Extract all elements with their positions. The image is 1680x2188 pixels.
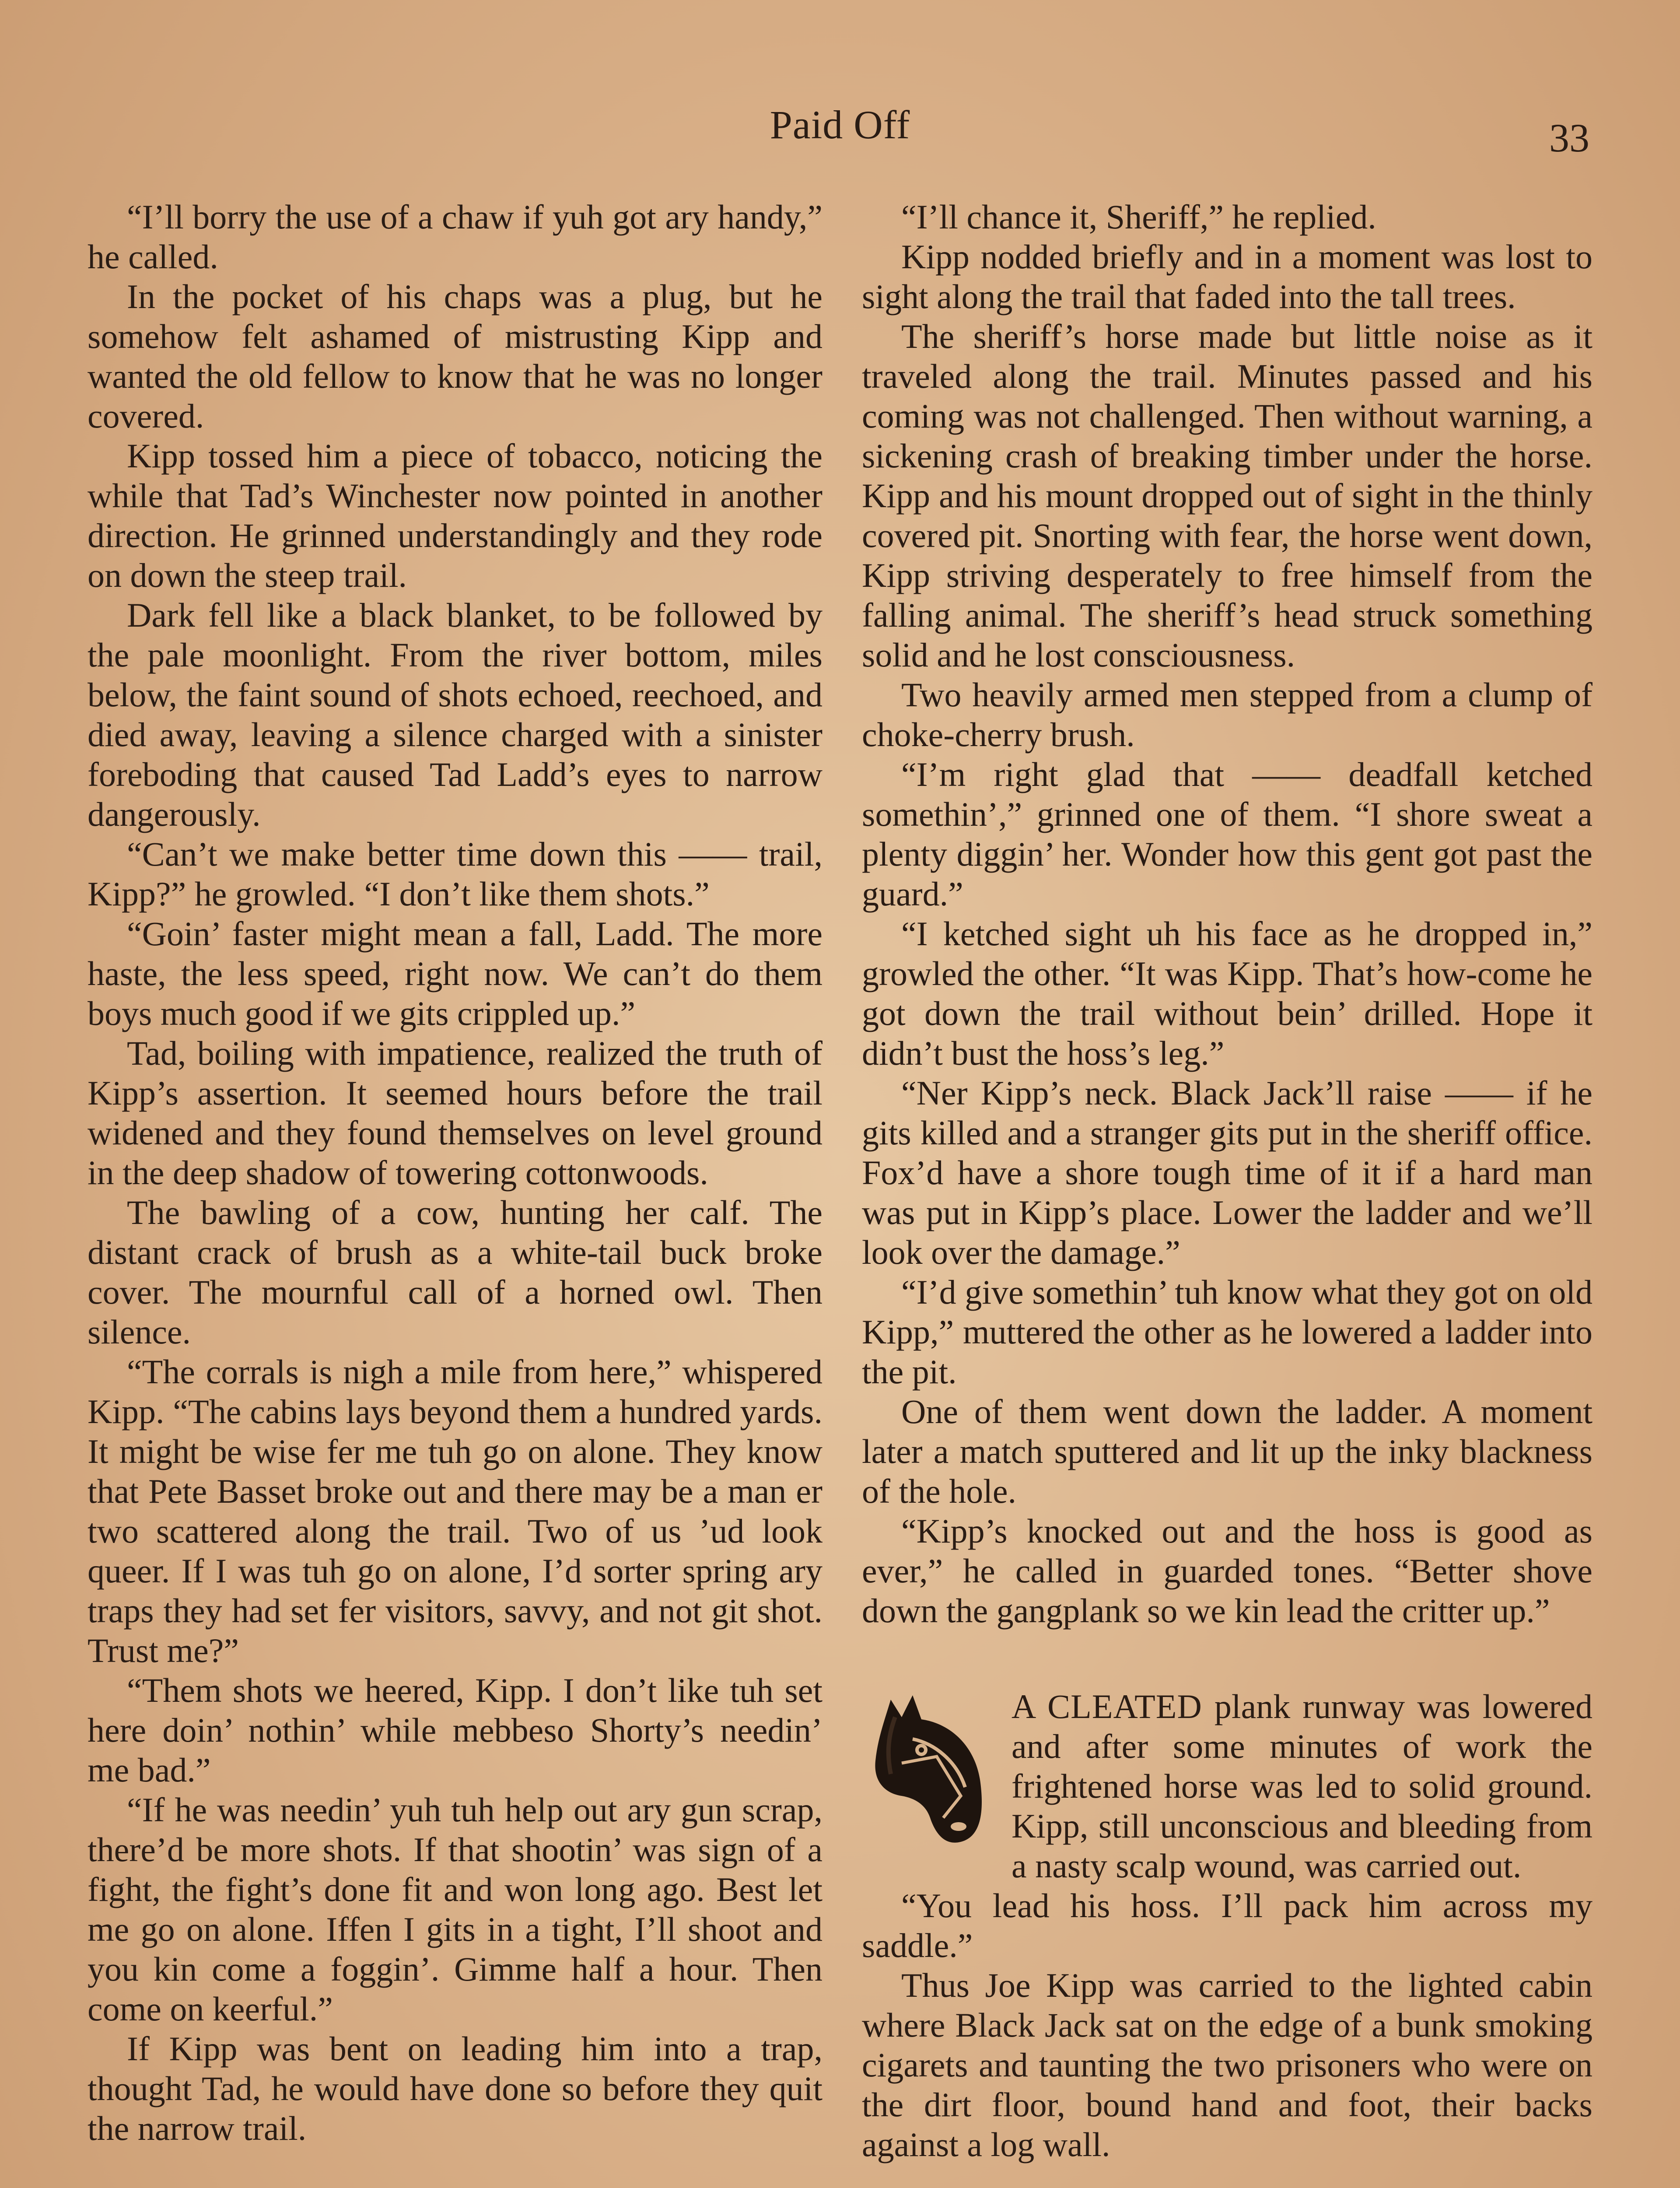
paragraph: The bawling of a cow, hunting her calf. The distant crack of brush as a white-tail buck broke cover. The mournful call of a horned owl. Then silence. (88, 1193, 822, 1351)
horse-head-icon (860, 1687, 1000, 1848)
paragraph: The sheriff’s horse made but little noise as it traveled along the trail. Minutes passed and his coming was not challenged. Then without warning, a sickening crash of breaking timber under the horse. Kipp and his mount dropped out of sight in the thinly covered pit. Snorting with fear, the horse went down, Kipp striving desperately to free himself from the falling animal. The sheriff’s head struck something solid and he lost consciousness. (862, 317, 1592, 674)
paragraph: Kipp tossed him a piece of tobacco, noticing the while that Tad’s Winchester now pointed in another direction. He grinned understandingly and they rode on down the steep trail. (88, 437, 822, 594)
paragraph: One of them went down the ladder. A moment later a match sputtered and lit up the inky blackness of the hole. (862, 1392, 1592, 1510)
paragraph: “I’ll chance it, Sheriff,” he replied. (901, 198, 1376, 236)
paragraph: If Kipp was bent on leading him into a trap, thought Tad, he would have done so before they quit the narrow trail. (88, 2030, 822, 2147)
paragraph: “I’m right glad that —— deadfall ketched somethin’,” grinned one of them. “I shore sweat a plenty diggin’ her. Wonder how this gent got past the guard.” (862, 755, 1592, 913)
paragraph: “If he was needin’ yuh tuh help out ary gun scrap, there’d be more shots. If that shootin’ was sign of a fight, the fight’s done fit and won long ago. Best let me go on alone. Iffen I gits in a tight, I’ll shoot and you kin come a foggin’. Gimme half a hour. Then come on keerful.” (88, 1791, 822, 2028)
paragraph: “Them shots we heered, Kipp. I don’t like tuh set here doin’ nothin’ while mebbeso Shorty’s needin’ me bad.” (88, 1671, 822, 1789)
section-lead-words: A CLEATED (1012, 1687, 1202, 1725)
right-column (862, 197, 1592, 2164)
left-column (88, 197, 822, 2148)
paragraph: Two heavily armed men stepped from a clump of choke-cherry brush. (862, 676, 1592, 754)
page-title: Paid Off (770, 102, 910, 147)
paragraph: “Goin’ faster might mean a fall, Ladd. The more haste, the less speed, right now. We can’t do them boys much good if we gits crippled up.” (88, 915, 822, 1032)
paragraph: In the pocket of his chaps was a plug, but he somehow felt ashamed of mistrusting Kipp and wanted the old fellow to know that he was no longer covered. (88, 277, 822, 435)
page-number: 33 (1549, 116, 1589, 160)
section-lead-rest: plank runway was lowered and after some minutes of work the frightened horse was led to solid ground. Kipp, still unconscious and bleeding from a nasty scalp wound, was carried out. (1012, 1687, 1593, 1885)
paragraph: “I ketched sight uh his face as he dropped in,” growled the other. “It was Kipp. That’s how-come he got down the trail without bein’ drilled. Hope it didn’t bust the hoss’s leg.” (862, 915, 1592, 1072)
paragraph: “Ner Kipp’s neck. Black Jack’ll raise —— if he gits killed and a stranger gits put in the sheriff office. Fox’d have a shore tough time of it if a hard man was put in Kipp’s place. Lower the ladder and we’ll look over the damage.” (862, 1074, 1592, 1271)
paragraph: “Can’t we make better time down this —— trail, Kipp?” he growled. “I don’t like them shots.” (88, 835, 822, 913)
paragraph: “The corrals is nigh a mile from here,” whispered Kipp. “The cabins lays beyond them a hundred yards. It might be wise fer me tuh go on alone. They know that Pete Basset broke out and there may be a man er two scattered along the trail. Two of us ’ud look queer. If I was tuh go on alone, I’d sorter spring ary traps they had set fer visitors, savvy, and not git shot. Trust me?” (88, 1353, 822, 1669)
paragraph: “I’d give somethin’ tuh know what they got on old Kipp,” muttered the other as he lowered a ladder into the pit. (862, 1273, 1592, 1391)
paragraph: Dark fell like a black blanket, to be followed by the pale moonlight. From the river bottom, miles below, the faint sound of shots echoed, reechoed, and died away, leaving a silence charged with a sinister foreboding that caused Tad Ladd’s eyes to narrow dangerously. (88, 596, 822, 833)
paragraph: “I’ll borry the use of a chaw if yuh got ary handy,” he called. (88, 198, 822, 276)
paragraph: Kipp nodded briefly and in a moment was lost to sight along the trail that faded into the tall trees. (862, 238, 1592, 316)
paragraph: Thus Joe Kipp was carried to the lighted cabin where Black Jack sat on the edge of a bunk smoking cigarets and taunting the two prisoners who were on the dirt floor, bound hand and foot, their backs against a log wall. (862, 1966, 1592, 2163)
paragraph: “You lead his hoss. I’ll pack him across my saddle.” (862, 1886, 1592, 1964)
section-break (862, 1630, 1592, 1687)
section-opening-paragraph (862, 1687, 1592, 1886)
paragraph: “Kipp’s knocked out and the hoss is good as ever,” he called in guarded tones. “Better shove down the gangplank so we kin lead the critter up.” (862, 1512, 1592, 1630)
paragraph: Tad, boiling with impatience, realized the truth of Kipp’s assertion. It seemed hours before the trail widened and they found themselves on level ground in the deep shadow of towering cottonwoods. (88, 1034, 822, 1192)
